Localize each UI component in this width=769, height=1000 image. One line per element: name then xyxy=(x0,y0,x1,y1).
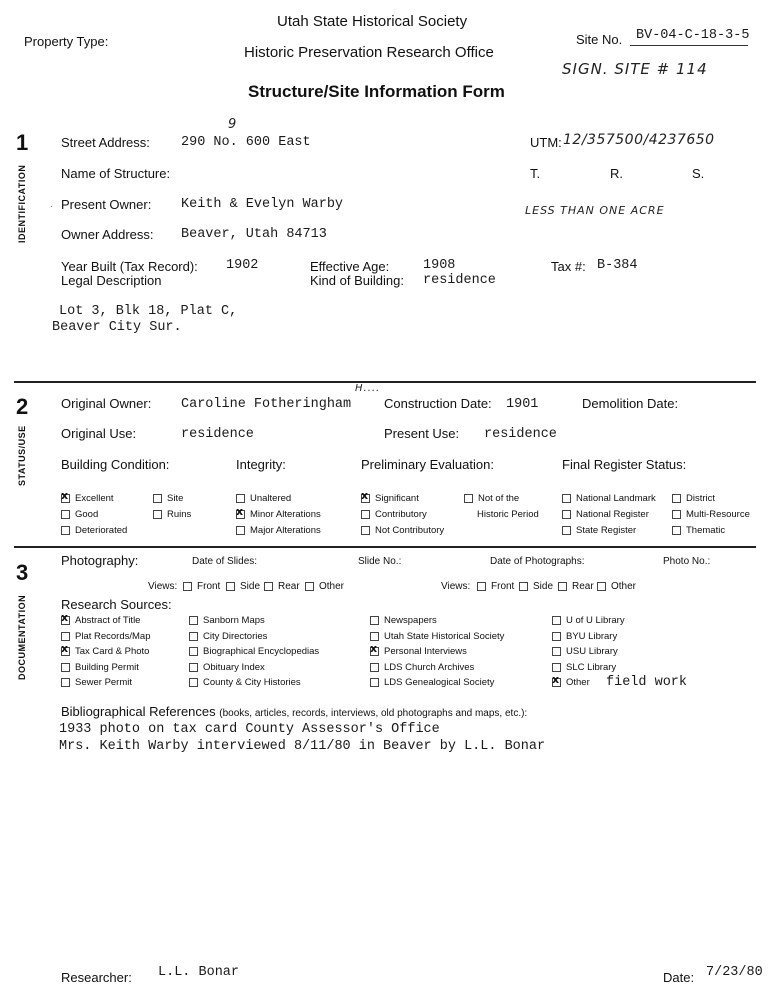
legal-description-line1: Lot 3, Blk 18, Plat C, xyxy=(59,304,238,319)
prelim-historic-period-label: Historic Period xyxy=(477,509,539,520)
src-other[interactable]: xOther xyxy=(552,677,590,688)
date-value: 7/23/80 xyxy=(706,965,763,980)
photo-view-side[interactable]: Side xyxy=(519,581,553,592)
src-ushs[interactable]: Utah State Historical Society xyxy=(370,631,504,642)
researcher-label: Researcher: xyxy=(61,970,132,985)
slide-view-rear[interactable]: Rear xyxy=(264,581,300,592)
township-label: T. xyxy=(530,166,541,181)
src-slc-library[interactable]: SLC Library xyxy=(552,662,616,673)
original-owner-label: Original Owner: xyxy=(61,396,152,411)
integrity-label: Integrity: xyxy=(236,457,286,472)
src-other-value: field work xyxy=(606,675,688,690)
section-2-divider xyxy=(14,546,756,548)
tax-number-label: Tax #: xyxy=(551,259,586,274)
src-sewer[interactable]: Sewer Permit xyxy=(61,677,132,688)
checkbox-icon xyxy=(370,632,379,641)
checkbox-checked-icon xyxy=(61,647,70,656)
checkbox-icon xyxy=(305,582,314,591)
checkbox-checked-icon xyxy=(61,494,70,503)
checkbox-icon xyxy=(61,678,70,687)
owner-address-label: Owner Address: xyxy=(61,227,154,242)
checkbox-icon xyxy=(552,616,561,625)
integ-minor[interactable]: xMinor Alterations xyxy=(236,509,321,520)
date-of-slides-label: Date of Slides: xyxy=(192,556,258,567)
src-abstract[interactable]: xAbstract of Title xyxy=(61,615,140,626)
property-type-label: Property Type: xyxy=(24,34,109,49)
src-city-directories[interactable]: City Directories xyxy=(189,631,267,642)
src-obituary[interactable]: Obituary Index xyxy=(189,662,265,673)
research-sources-label: Research Sources: xyxy=(61,597,172,612)
street-address-value: 290 No. 600 East xyxy=(181,135,311,150)
original-use-value: residence xyxy=(181,427,254,442)
checkbox-icon xyxy=(552,632,561,641)
present-owner-label: Present Owner: xyxy=(61,197,152,212)
construction-date-value: 1901 xyxy=(506,397,539,412)
checkbox-icon xyxy=(552,663,561,672)
section-3-title: DOCUMENTATION xyxy=(17,594,27,680)
checkbox-icon xyxy=(61,632,70,641)
section-2-title: STATUS/USE xyxy=(17,425,27,486)
construction-date-label: Construction Date: xyxy=(384,396,492,411)
checkbox-icon xyxy=(189,632,198,641)
legal-description-label: Legal Description xyxy=(61,273,162,288)
checkbox-icon xyxy=(672,510,681,519)
preliminary-evaluation-label: Preliminary Evaluation: xyxy=(361,457,494,472)
checkbox-icon xyxy=(236,526,245,535)
checkbox-checked-icon xyxy=(361,494,370,503)
checkbox-icon xyxy=(189,663,198,672)
office-title: Historic Preservation Research Office xyxy=(244,44,494,61)
biblio-line2: Mrs. Keith Warby interviewed 8/11/80 in Beaver by L.L. Bonar xyxy=(59,739,546,754)
photo-view-other[interactable]: Other xyxy=(597,581,636,592)
checkbox-icon xyxy=(61,663,70,672)
slide-view-front[interactable]: Front xyxy=(183,581,220,592)
photo-no-label: Photo No.: xyxy=(663,556,711,567)
cond-good[interactable]: Good xyxy=(61,509,98,520)
structure-name-label: Name of Structure: xyxy=(61,166,171,181)
src-sanborn[interactable]: Sanborn Maps xyxy=(189,615,265,626)
checkbox-icon xyxy=(189,678,198,687)
original-use-label: Original Use: xyxy=(61,426,137,441)
street-correction: 9 xyxy=(228,117,238,132)
section-label: S. xyxy=(692,166,705,181)
kind-of-building-label: Kind of Building: xyxy=(310,273,404,288)
src-biographical[interactable]: Biographical Encyclopedias xyxy=(189,646,319,657)
tax-number-value: B-384 xyxy=(597,258,638,273)
photography-label: Photography: xyxy=(61,553,139,568)
src-byu-library[interactable]: BYU Library xyxy=(552,631,617,642)
checkbox-icon xyxy=(153,510,162,519)
src-lds-church[interactable]: LDS Church Archives xyxy=(370,662,474,673)
slide-no-label: Slide No.: xyxy=(358,556,402,567)
site-no-value: BV-04-C-18-3-5 xyxy=(636,28,750,43)
section-1-divider xyxy=(14,381,756,383)
original-owner-value: Caroline Fotheringham xyxy=(181,397,352,412)
checkbox-icon xyxy=(562,510,571,519)
present-use-value: residence xyxy=(484,427,557,442)
original-owner-note: H.... xyxy=(355,383,381,394)
prelim-not-contributory[interactable]: Not Contributory xyxy=(361,525,444,536)
present-use-label: Present Use: xyxy=(384,426,460,441)
final-thematic[interactable]: Thematic xyxy=(672,525,725,536)
integ-major[interactable]: Major Alterations xyxy=(236,525,321,536)
slide-views-label: Views: xyxy=(148,581,178,592)
effective-age-value: 1908 xyxy=(423,258,456,273)
form-title: Structure/Site Information Form xyxy=(248,82,505,101)
cond-deteriorated[interactable]: Deteriorated xyxy=(61,525,127,536)
src-plat[interactable]: Plat Records/Map xyxy=(61,631,151,642)
margin-mark: · xyxy=(50,201,54,212)
checkbox-icon xyxy=(189,647,198,656)
prelim-not-of-historic-period[interactable]: Not of the xyxy=(464,493,519,504)
researcher-value: L.L. Bonar xyxy=(158,965,240,980)
slide-view-other[interactable]: Other xyxy=(305,581,344,592)
photo-view-rear[interactable]: Rear xyxy=(558,581,594,592)
section-1-title: IDENTIFICATION xyxy=(17,164,27,243)
checkbox-icon xyxy=(61,510,70,519)
checkbox-icon xyxy=(672,526,681,535)
src-personal-interviews[interactable]: xPersonal Interviews xyxy=(370,646,467,657)
checkbox-checked-icon xyxy=(236,510,245,519)
year-built-label: Year Built (Tax Record): xyxy=(61,259,198,274)
site-no-underline xyxy=(630,45,748,46)
slide-view-side[interactable]: Side xyxy=(226,581,260,592)
sign-site-note: SIGN. SITE # 114 xyxy=(562,60,708,78)
checkbox-icon xyxy=(558,582,567,591)
effective-age-label: Effective Age: xyxy=(310,259,390,274)
final-national-register[interactable]: National Register xyxy=(562,509,649,520)
src-uofu-library[interactable]: U of U Library xyxy=(552,615,625,626)
legal-description-line2: Beaver City Sur. xyxy=(52,320,182,335)
checkbox-icon xyxy=(264,582,273,591)
checkbox-icon xyxy=(361,510,370,519)
checkbox-checked-icon xyxy=(552,678,561,687)
building-condition-label: Building Condition: xyxy=(61,457,170,472)
checkbox-icon xyxy=(61,526,70,535)
src-usu-library[interactable]: USU Library xyxy=(552,646,618,657)
prelim-significant[interactable]: xSignificant xyxy=(361,493,419,504)
checkbox-icon xyxy=(236,494,245,503)
checkbox-icon xyxy=(519,582,528,591)
checkbox-icon xyxy=(361,526,370,535)
src-lds-genealogical[interactable]: LDS Genealogical Society xyxy=(370,677,494,688)
present-owner-value: Keith & Evelyn Warby xyxy=(181,197,344,212)
checkbox-icon xyxy=(672,494,681,503)
checkbox-checked-icon xyxy=(370,647,379,656)
section-3-number: 3 xyxy=(16,560,29,585)
acreage-note: LESS THAN ONE ACRE xyxy=(525,204,665,217)
photo-view-front[interactable]: Front xyxy=(477,581,514,592)
section-1-number: 1 xyxy=(16,130,29,155)
owner-address-value: Beaver, Utah 84713 xyxy=(181,227,327,242)
checkbox-icon xyxy=(464,494,473,503)
cond-site[interactable]: Site xyxy=(153,493,183,504)
kind-of-building-value: residence xyxy=(423,273,496,288)
biblio-label: Bibliographical References (books, articles, records, interviews, old photographs and maps, etc.): xyxy=(61,704,528,719)
year-built-value: 1902 xyxy=(226,258,259,273)
checkbox-icon xyxy=(562,526,571,535)
section-2-number: 2 xyxy=(16,394,29,419)
checkbox-icon xyxy=(370,663,379,672)
org-title: Utah State Historical Society xyxy=(277,13,468,30)
checkbox-icon xyxy=(597,582,606,591)
checkbox-checked-icon xyxy=(61,616,70,625)
photo-views-label: Views: xyxy=(441,581,471,592)
checkbox-icon xyxy=(189,616,198,625)
checkbox-icon xyxy=(183,582,192,591)
date-label: Date: xyxy=(663,970,695,985)
checkbox-icon xyxy=(562,494,571,503)
site-no-label: Site No. xyxy=(576,32,623,47)
final-national-landmark[interactable]: National Landmark xyxy=(562,493,656,504)
checkbox-icon xyxy=(477,582,486,591)
src-newspapers[interactable]: Newspapers xyxy=(370,615,437,626)
utm-value: 12/357500/4237650 xyxy=(563,132,715,148)
checkbox-icon xyxy=(153,494,162,503)
checkbox-icon xyxy=(226,582,235,591)
checkbox-icon xyxy=(552,647,561,656)
final-district[interactable]: District xyxy=(672,493,715,504)
biblio-line1: 1933 photo on tax card County Assessor's Office xyxy=(59,722,440,737)
integ-unaltered[interactable]: Unaltered xyxy=(236,493,291,504)
demolition-date-label: Demolition Date: xyxy=(582,396,679,411)
final-state-register[interactable]: State Register xyxy=(562,525,636,536)
utm-label: UTM: xyxy=(530,135,562,150)
cond-excellent[interactable]: xExcellent xyxy=(61,493,114,504)
src-county-histories[interactable]: County & City Histories xyxy=(189,677,301,688)
range-label: R. xyxy=(610,166,623,181)
checkbox-icon xyxy=(370,678,379,687)
src-permit[interactable]: Building Permit xyxy=(61,662,139,673)
street-address-label: Street Address: xyxy=(61,135,150,150)
final-register-status-label: Final Register Status: xyxy=(562,457,687,472)
prelim-contributory[interactable]: Contributory xyxy=(361,509,427,520)
src-tax[interactable]: xTax Card & Photo xyxy=(61,646,149,657)
final-multi-resource[interactable]: Multi-Resource xyxy=(672,509,750,520)
cond-ruins[interactable]: Ruins xyxy=(153,509,191,520)
checkbox-icon xyxy=(370,616,379,625)
date-of-photographs-label: Date of Photographs: xyxy=(490,556,585,567)
